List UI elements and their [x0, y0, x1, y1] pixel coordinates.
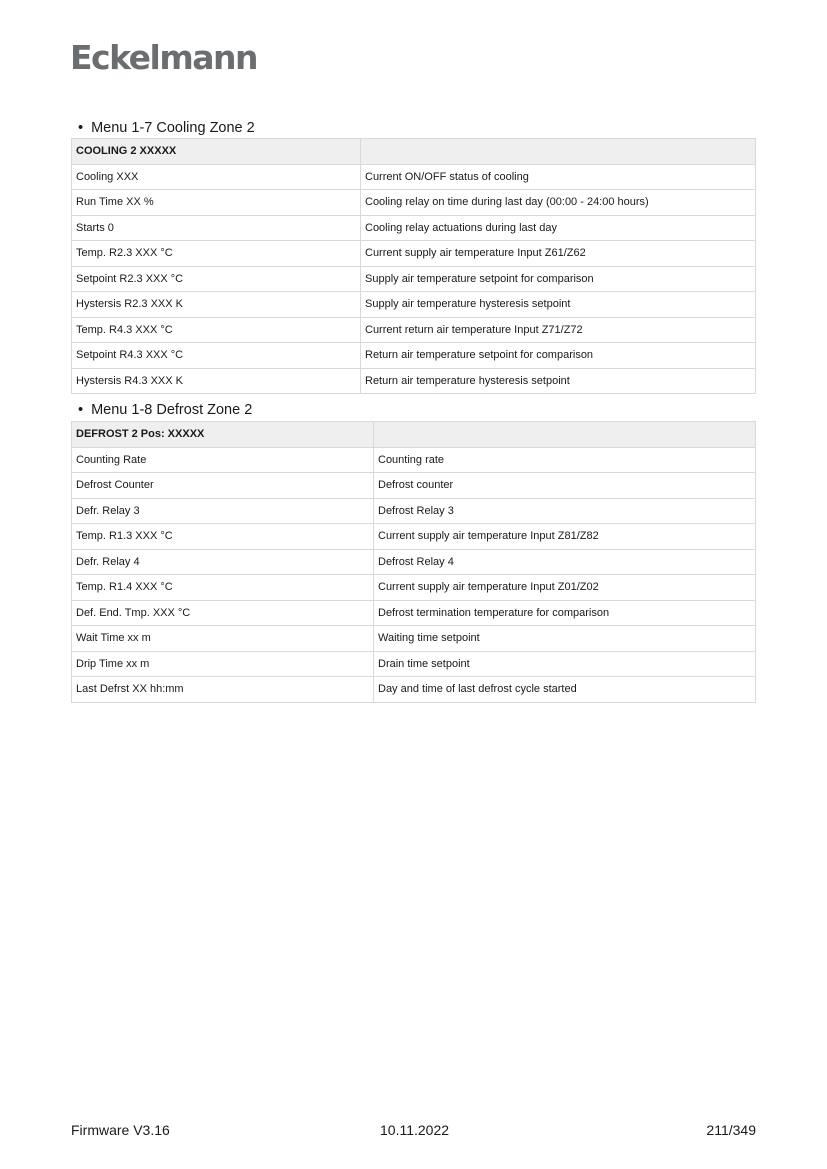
table-row	[72, 190, 756, 216]
section-title-cooling-zone-2	[78, 120, 255, 136]
table-row	[72, 651, 756, 677]
parameter-cell: Temp. R1.3 XXX °C	[72, 524, 374, 550]
table-row	[72, 600, 756, 626]
parameter-cell: Run Time XX %	[72, 190, 361, 216]
table-row	[72, 343, 756, 369]
parameter-cell: Starts 0	[72, 215, 361, 241]
table-row	[72, 498, 756, 524]
section-title-text: Menu 1-7 Cooling Zone 2	[91, 120, 255, 136]
description-cell: Current ON/OFF status of cooling	[361, 164, 756, 190]
table-row	[72, 317, 756, 343]
description-cell: Current supply air temperature Input Z81/Z82	[374, 524, 756, 550]
description-cell: Current return air temperature Input Z71/Z72	[361, 317, 756, 343]
table-row	[72, 677, 756, 703]
table-row	[72, 215, 756, 241]
table-row	[72, 447, 756, 473]
table-row	[72, 164, 756, 190]
table-row	[72, 524, 756, 550]
description-cell: Defrost counter	[374, 473, 756, 499]
bullet-icon: •	[78, 402, 84, 418]
table-header-cell	[374, 422, 756, 448]
table-row	[72, 626, 756, 652]
parameter-cell: Last Defrst XX hh:mm	[72, 677, 374, 703]
parameter-cell: Defr. Relay 3	[72, 498, 374, 524]
description-cell: Supply air temperature setpoint for comparison	[361, 266, 756, 292]
description-cell: Waiting time setpoint	[374, 626, 756, 652]
defrost-zone-2-table	[71, 421, 756, 703]
parameter-cell: Cooling XXX	[72, 164, 361, 190]
parameter-cell: Hystersis R2.3 XXX K	[72, 292, 361, 318]
description-cell: Current supply air temperature Input Z01/Z02	[374, 575, 756, 601]
table-header-cell	[361, 139, 756, 165]
parameter-cell: Defrost Counter	[72, 473, 374, 499]
parameter-cell: Counting Rate	[72, 447, 374, 473]
bullet-icon: •	[78, 120, 84, 136]
table-row	[72, 473, 756, 499]
description-cell: Day and time of last defrost cycle started	[374, 677, 756, 703]
parameter-cell: Hystersis R4.3 XXX K	[72, 368, 361, 394]
parameter-cell: Temp. R1.4 XXX °C	[72, 575, 374, 601]
description-cell: Defrost Relay 4	[374, 549, 756, 575]
parameter-cell: Def. End. Tmp. XXX °C	[72, 600, 374, 626]
description-cell: Current supply air temperature Input Z61/Z62	[361, 241, 756, 267]
table-row	[72, 549, 756, 575]
parameter-cell: Temp. R2.3 XXX °C	[72, 241, 361, 267]
cooling-zone-2-table	[71, 138, 756, 394]
description-cell: Return air temperature setpoint for comparison	[361, 343, 756, 369]
description-cell: Cooling relay on time during last day (00:00 - 24:00 hours)	[361, 190, 756, 216]
description-cell: Defrost Relay 3	[374, 498, 756, 524]
description-cell: Cooling relay actuations during last day	[361, 215, 756, 241]
section-title-text: Menu 1-8 Defrost Zone 2	[91, 402, 253, 418]
parameter-cell: Temp. R4.3 XXX °C	[72, 317, 361, 343]
section-title-defrost-zone-2	[78, 402, 252, 418]
table-header-cell: COOLING 2 XXXXX	[72, 139, 361, 165]
table-row	[72, 368, 756, 394]
parameter-cell: Setpoint R2.3 XXX °C	[72, 266, 361, 292]
table-row	[72, 266, 756, 292]
description-cell: Counting rate	[374, 447, 756, 473]
footer-date: 10.11.2022	[380, 1122, 450, 1138]
table-row	[72, 292, 756, 318]
description-cell: Drain time setpoint	[374, 651, 756, 677]
parameter-cell: Defr. Relay 4	[72, 549, 374, 575]
table-row	[72, 241, 756, 267]
description-cell: Defrost termination temperature for comparison	[374, 600, 756, 626]
parameter-cell: Setpoint R4.3 XXX °C	[72, 343, 361, 369]
eckelmann-logo: Eckelmann	[70, 38, 257, 77]
description-cell: Supply air temperature hysteresis setpoint	[361, 292, 756, 318]
footer-page-number: 211/349	[706, 1122, 756, 1138]
table-header-cell: DEFROST 2 Pos: XXXXX	[72, 422, 374, 448]
table-header-row	[72, 139, 756, 165]
table-row	[72, 575, 756, 601]
description-cell: Return air temperature hysteresis setpoint	[361, 368, 756, 394]
table-header-row	[72, 422, 756, 448]
footer-firmware: Firmware V3.16	[71, 1122, 170, 1138]
parameter-cell: Drip Time xx m	[72, 651, 374, 677]
parameter-cell: Wait Time xx m	[72, 626, 374, 652]
